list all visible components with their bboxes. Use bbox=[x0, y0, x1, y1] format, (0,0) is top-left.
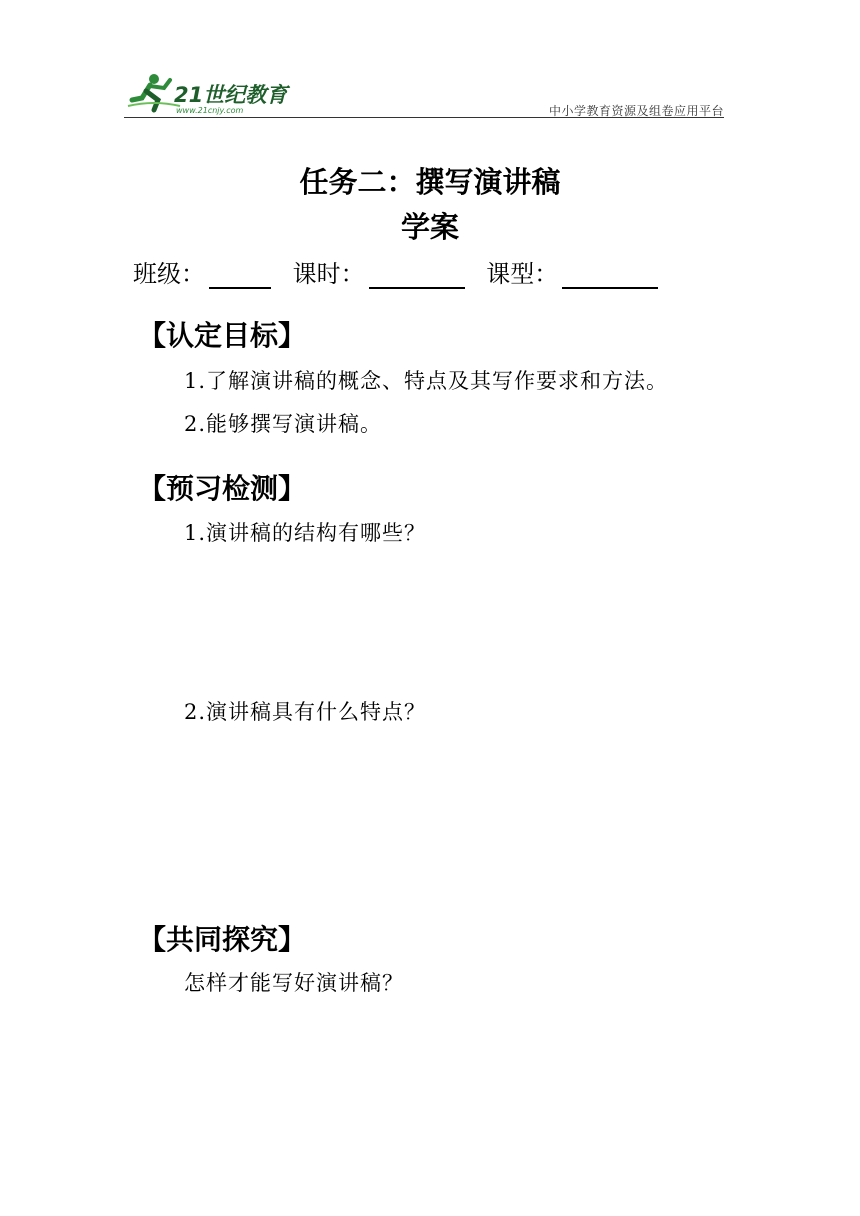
page-header bbox=[124, 68, 724, 118]
platform-name: 中小学教育资源及组卷应用平台 bbox=[548, 104, 724, 118]
section-heading-goals: 【认定目标】 bbox=[138, 319, 307, 352]
page-subtitle: 学案 bbox=[400, 210, 459, 244]
section-heading-explore: 【共同探究】 bbox=[138, 923, 307, 956]
class-blank[interactable] bbox=[209, 259, 271, 289]
goal-item: 2.能够撰写演讲稿。 bbox=[184, 412, 383, 436]
svg-text:21世纪教育: 21世纪教育 bbox=[174, 83, 288, 107]
page-title: 任务二：撰写演讲稿 bbox=[299, 165, 561, 199]
type-label: 课型： bbox=[486, 260, 559, 288]
class-label: 班级： bbox=[133, 260, 205, 288]
period-label: 课时： bbox=[292, 260, 365, 288]
preview-question: 2.演讲稿具有什么特点？ bbox=[184, 700, 427, 724]
type-blank[interactable] bbox=[562, 259, 658, 289]
section-heading-preview: 【预习检测】 bbox=[138, 472, 307, 505]
period-blank[interactable] bbox=[369, 259, 465, 289]
preview-question: 1.演讲稿的结构有哪些？ bbox=[184, 521, 427, 545]
brand-logo bbox=[124, 70, 294, 116]
goal-item: 1.了解演讲稿的概念、特点及其写作要求和方法。 bbox=[184, 369, 669, 393]
header-divider bbox=[124, 117, 724, 118]
svg-text:www.21cnjy.com: www.21cnjy.com bbox=[176, 106, 244, 115]
explore-question: 怎样才能写好演讲稿？ bbox=[184, 971, 404, 995]
class-info-row bbox=[133, 254, 672, 289]
